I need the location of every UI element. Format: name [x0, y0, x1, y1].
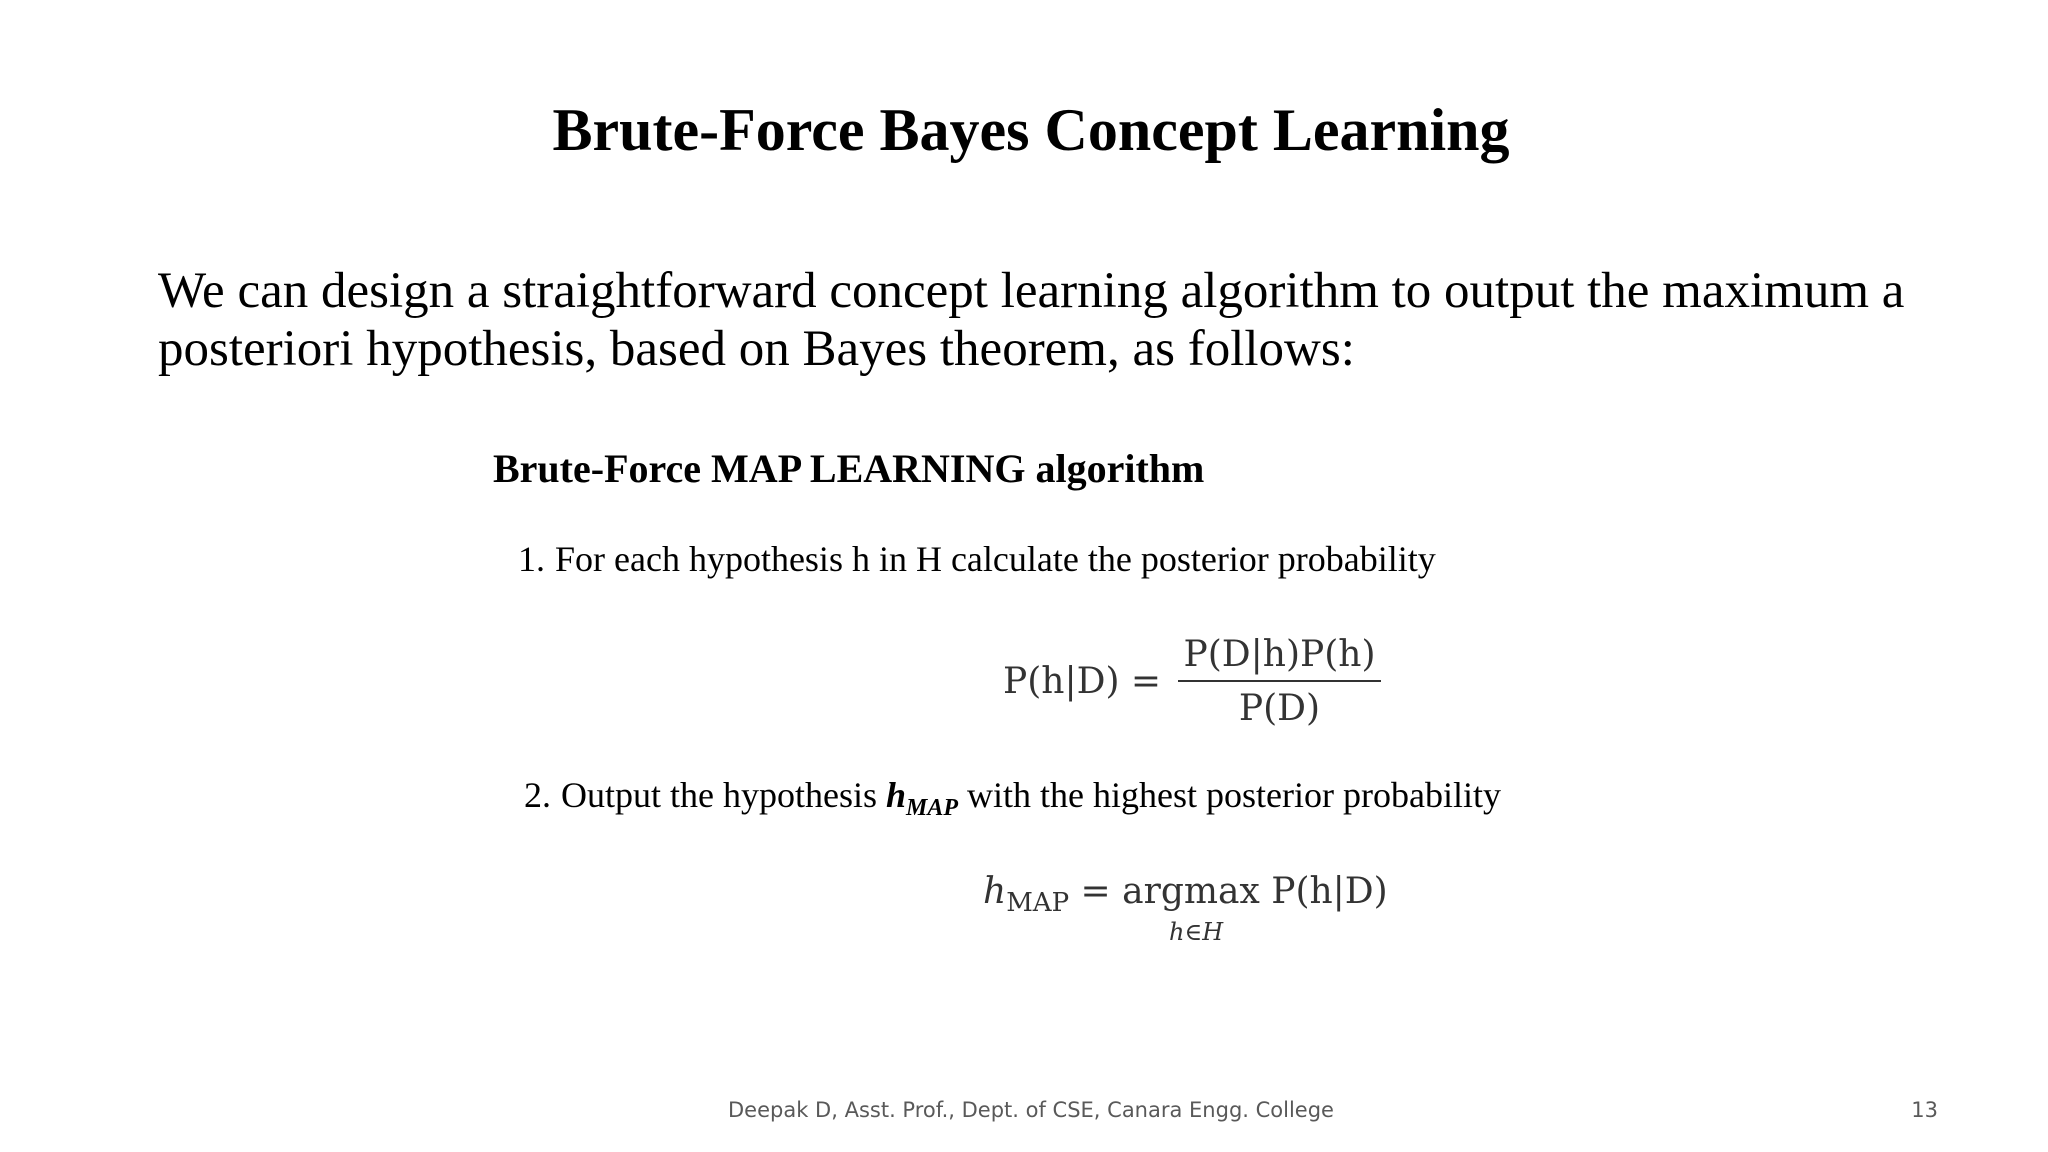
hmap-base: h: [885, 775, 907, 815]
map-h-subscript: MAP: [1006, 888, 1070, 918]
map-h: h: [983, 871, 1007, 912]
map-formula: [983, 868, 1403, 968]
fraction-bar: [1178, 680, 1381, 682]
formula-denominator: P(D): [1238, 688, 1321, 729]
step-text: For each hypothesis h in H calculate the posterior probability: [555, 539, 1436, 579]
intro-paragraph: We can design a straightforward concept learning algorithm to output the maximum a posteriori hypothesis, based on Bayes theorem, as follows:: [158, 263, 1905, 377]
hmap-symbol: [885, 775, 959, 821]
algorithm-step-2: [524, 773, 1501, 830]
step-number: 2.: [524, 775, 551, 815]
step-text-before: Output the hypothesis: [561, 775, 877, 815]
algorithm-step-1: [518, 537, 1436, 581]
step-number: 1.: [518, 539, 545, 579]
map-rhs: = argmax P(h|D): [1080, 871, 1388, 912]
hmap-subscript: MAP: [906, 795, 959, 821]
formula-numerator: P(D|h)P(h): [1183, 634, 1376, 675]
slide-title: Brute-Force Bayes Concept Learning: [552, 97, 1510, 163]
bayes-formula: [1003, 632, 1403, 742]
step-text-after: with the highest posterior probability: [967, 775, 1501, 815]
algorithm-title: Brute-Force MAP LEARNING algorithm: [493, 446, 1205, 491]
formula-lhs: P(h|D) =: [1003, 661, 1162, 702]
argmax-subscript: h∈H: [1169, 918, 1224, 946]
page-number: 13: [1911, 1098, 1938, 1122]
footer-credit: Deepak D, Asst. Prof., Dept. of CSE, Canara Engg. College: [728, 1098, 1334, 1122]
formula-fraction: [1178, 632, 1381, 732]
